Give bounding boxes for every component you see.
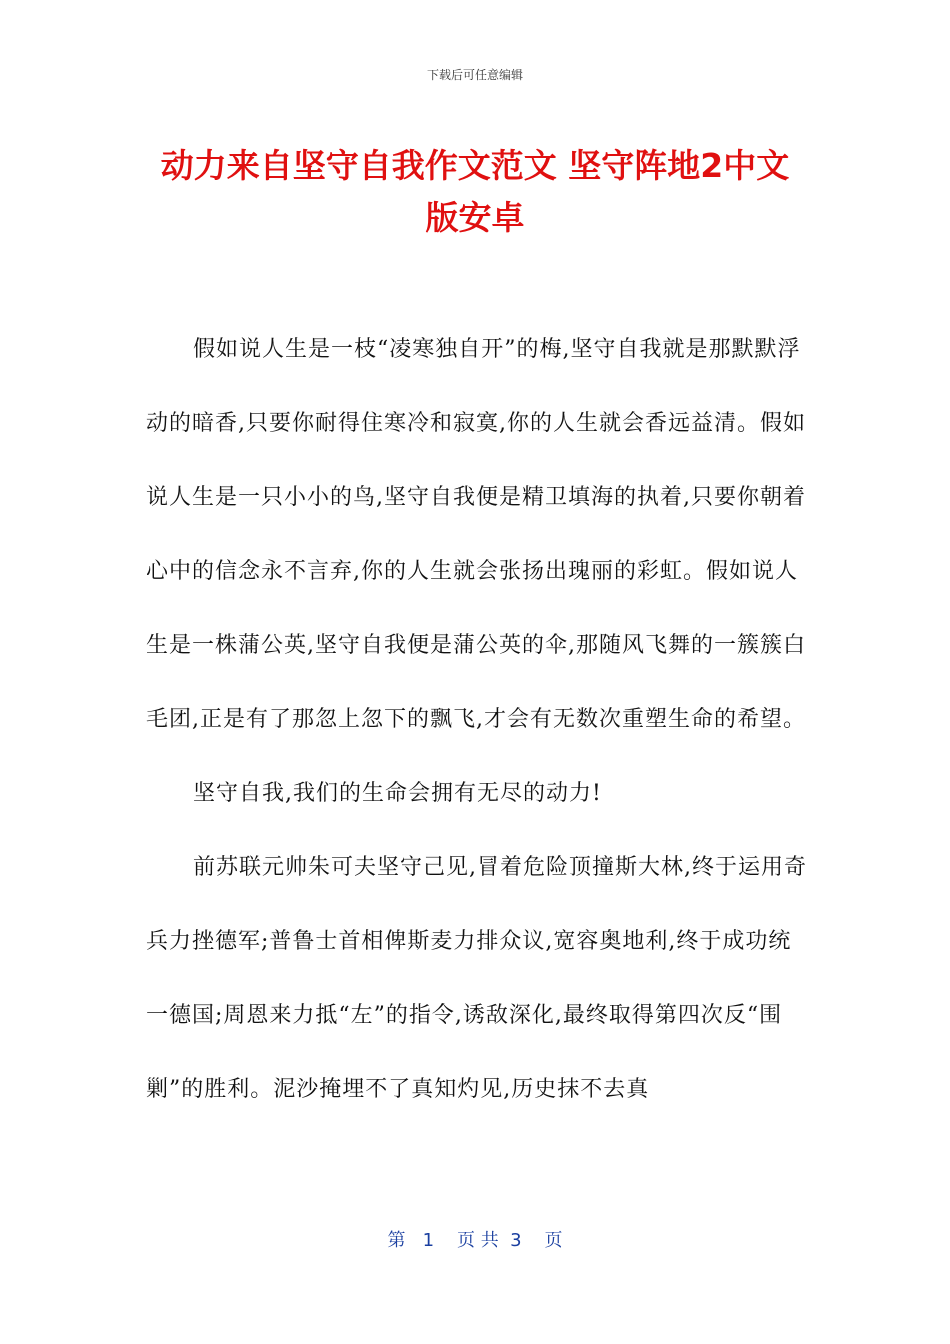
document-body xyxy=(146,313,808,1127)
document-title xyxy=(140,140,810,244)
paragraph-2 xyxy=(146,757,808,831)
paragraph-1-text: 假如说人生是一枝“凌寒独自开”的梅,坚守自我就是那默默浮动的暗香,只要你耐得住寒冷和寂寞,你的人生就会香远益清。假如说人生是一只小小的鸟,坚守自我便是精卫填海的执着,只要你朝着心中的信念永不言弃,你的人生就会张扬出瑰丽的彩虹。假如说人生是一株蒲公英,坚守自我便是蒲公英的伞,那随风飞舞的一簇簇白毛团,正是有了那忽上忽下的飘飞,才会有无数次重塑生命的希望。 xyxy=(146,337,806,732)
header-note: 下载后可任意编辑 xyxy=(426,68,523,82)
paragraph-2-text: 坚守自我,我们的生命会拥有无尽的动力! xyxy=(193,781,602,806)
paragraph-3 xyxy=(146,831,808,1127)
title-line-1: 动力来自坚守自我作文范文 坚守阵地2中文 xyxy=(160,146,790,185)
paragraph-1 xyxy=(146,313,808,757)
page-number-footer: 第 1 页 共 3 页 xyxy=(387,1230,563,1251)
paragraph-3-text: 前苏联元帅朱可夫坚守己见,冒着危险顶撞斯大林,终于运用奇兵力挫德军;普鲁士首相俾斯麦力排众议,宽容奥地利,终于成功统一德国;周恩来力抵“左”的指令,诱敌深化,最终取得第四次反“围剿”的胜利。泥沙掩埋不了真知灼见,历史抹不去真 xyxy=(146,855,807,1102)
title-line-2: 版安卓 xyxy=(425,198,525,237)
